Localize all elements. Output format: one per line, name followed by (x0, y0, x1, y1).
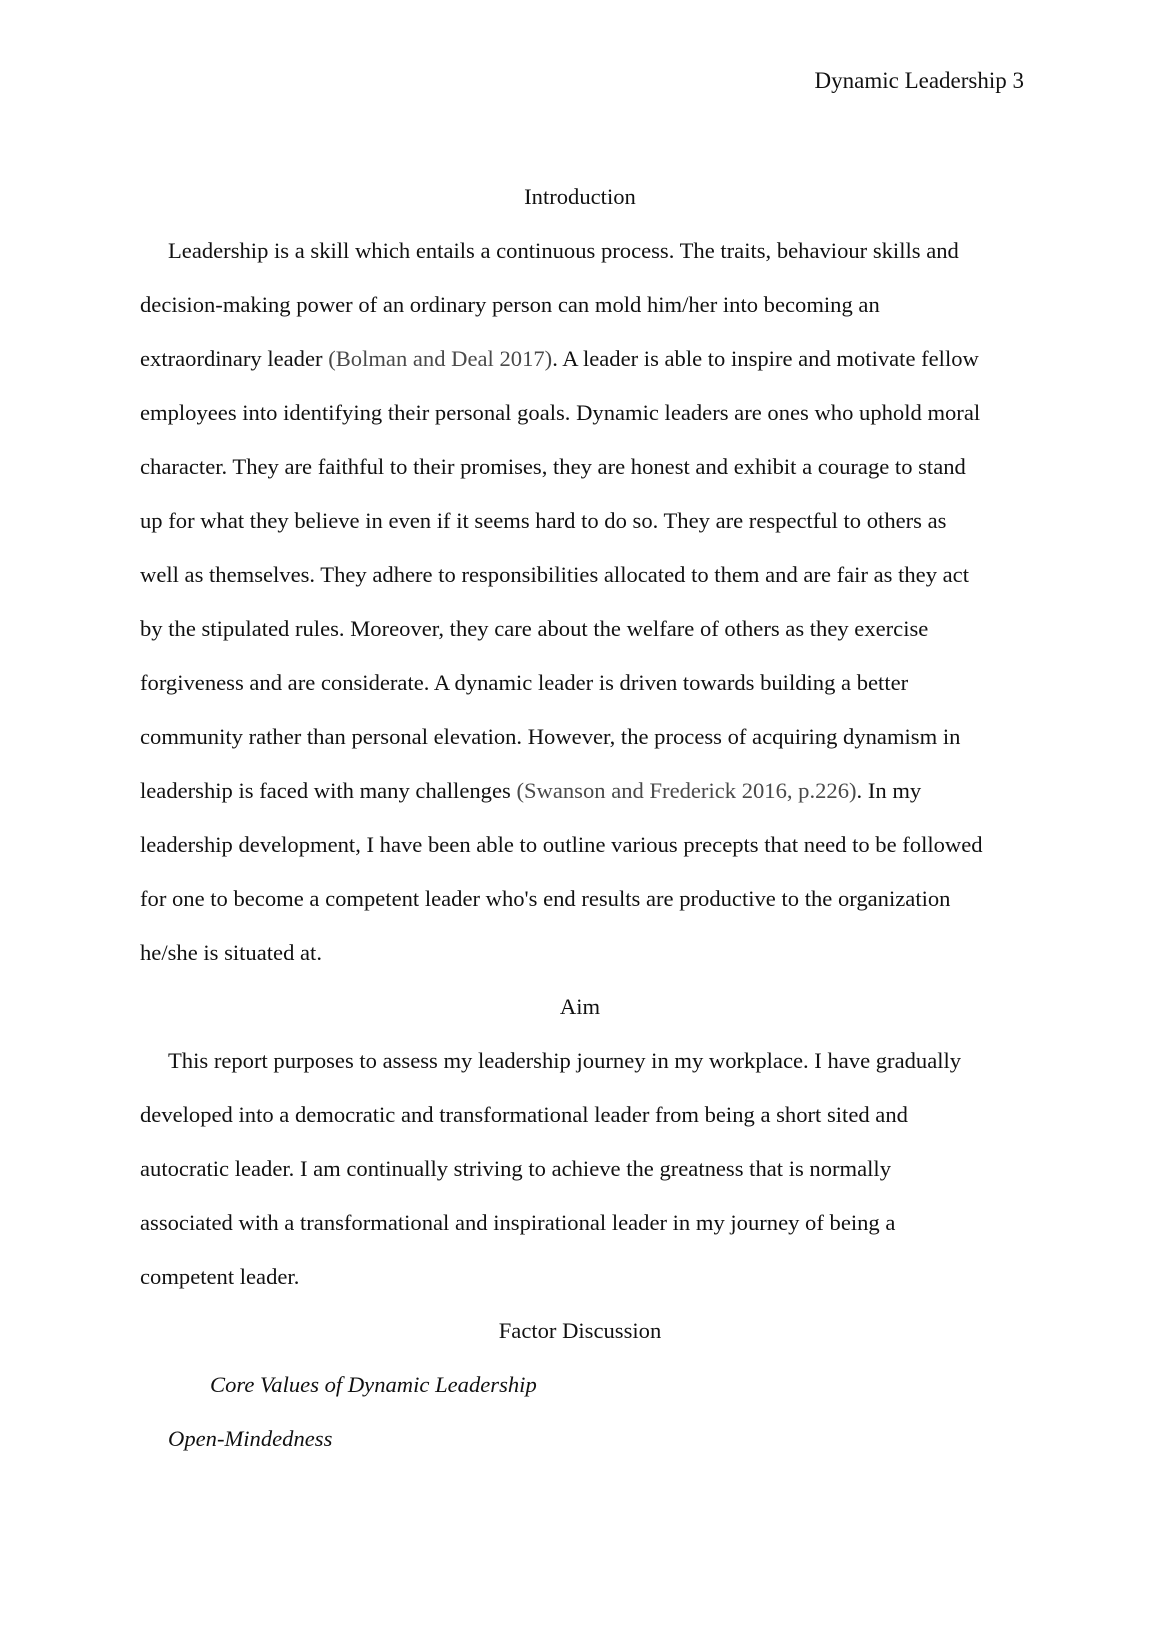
text-line: by the stipulated rules. Moreover, they care about the welfare of others as they exercise (140, 616, 929, 641)
text-line: well as themselves. They adhere to responsibilities allocated to them and are fair as they act (140, 562, 969, 587)
text-run: leadership is faced with many challenges (140, 778, 517, 803)
text-line: autocratic leader. I am continually striving to achieve the greatness that is normally (140, 1156, 891, 1181)
text-line: competent leader. (140, 1264, 300, 1289)
text-line: Leadership is a skill which entails a continuous process. The traits, behaviour skills and (168, 238, 959, 263)
section-heading-introduction: Introduction (524, 184, 636, 209)
text-line (140, 764, 1020, 818)
text-run: extraordinary leader (140, 346, 329, 371)
aim-paragraph (140, 1034, 1020, 1304)
text-line: decision-making power of an ordinary person can mold him/her into becoming an (140, 292, 880, 317)
text-line (140, 332, 1020, 386)
text-line: employees into identifying their personal goals. Dynamic leaders are ones who uphold moral (140, 400, 981, 425)
document-body (140, 170, 1020, 1466)
running-head: Dynamic Leadership 3 (814, 68, 1024, 93)
subheading-open-mindedness: Open-Mindedness (168, 1426, 333, 1451)
text-line: up for what they believe in even if it seems hard to do so. They are respectful to others as (140, 508, 947, 533)
text-line: This report purposes to assess my leadership journey in my workplace. I have gradually (168, 1048, 962, 1073)
citation: (Swanson and Frederick 2016, p.226) (516, 778, 857, 803)
citation: (Bolman and Deal 2017) (328, 346, 553, 371)
text-line: he/she is situated at. (140, 940, 322, 965)
text-line: community rather than personal elevation. However, the process of acquiring dynamism in (140, 724, 961, 749)
subheading-core-values: Core Values of Dynamic Leadership (210, 1372, 537, 1397)
text-line: leadership development, I have been able to outline various precepts that need to be followed (140, 832, 983, 857)
text-run: . A leader is able to inspire and motivate fellow (552, 346, 979, 371)
text-line: for one to become a competent leader who's end results are productive to the organization (140, 886, 951, 911)
introduction-paragraph (140, 224, 1020, 980)
section-heading-factor-discussion: Factor Discussion (498, 1318, 662, 1343)
text-line: developed into a democratic and transformational leader from being a short sited and (140, 1102, 908, 1127)
text-line: character. They are faithful to their promises, they are honest and exhibit a courage to stand (140, 454, 966, 479)
text-run: . In my (856, 778, 922, 803)
text-line: associated with a transformational and inspirational leader in my journey of being a (140, 1210, 896, 1235)
section-heading-aim: Aim (559, 994, 601, 1019)
text-line: forgiveness and are considerate. A dynamic leader is driven towards building a better (140, 670, 909, 695)
